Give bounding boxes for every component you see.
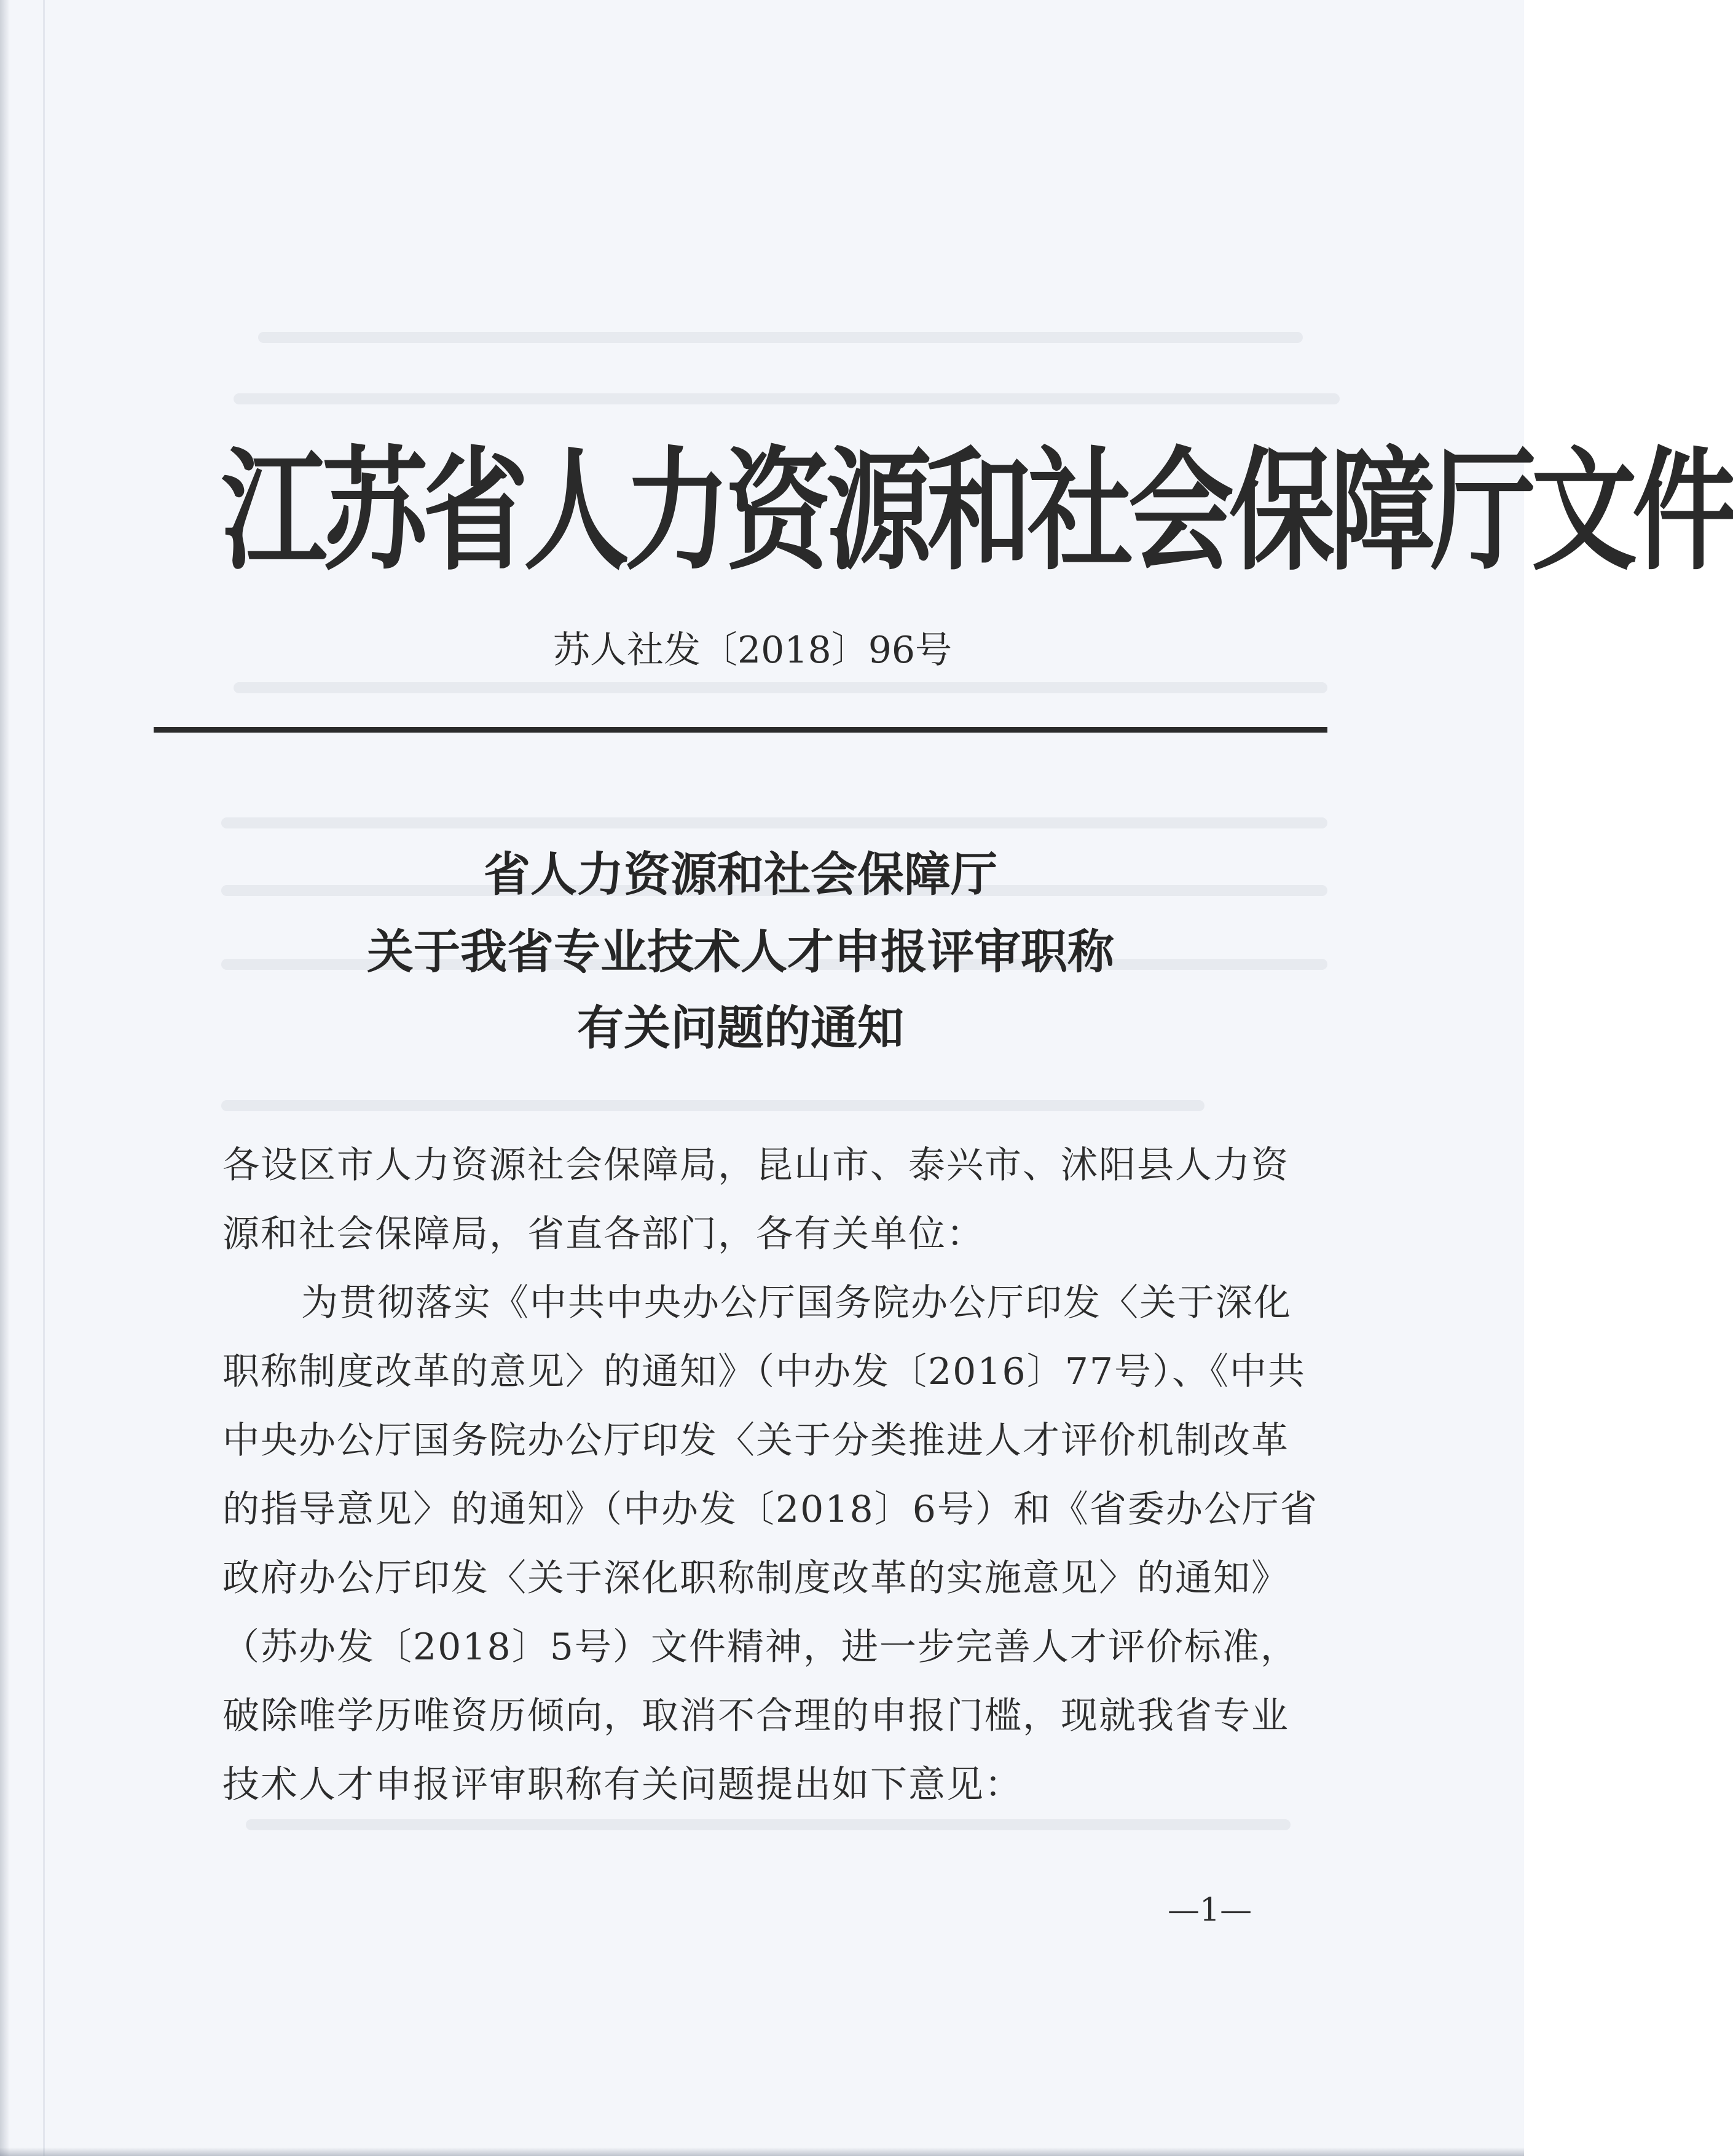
addressee-line: 源和社会保障局，省直各部门，各有关单位： [222, 1213, 984, 1256]
document-title-line-2: 关于我省专业技术人才申报评审职称 [367, 924, 1114, 979]
bleed-through-mark [221, 1100, 1204, 1111]
scan-edge-bottom [0, 2147, 1524, 2156]
bleed-through-mark [246, 1819, 1291, 1830]
body-line: 中央办公厅国务院办公厅印发〈关于分类推进人才评价机制改革 [222, 1419, 1289, 1462]
body-line: 技术人才申报评审职称有关问题提出如下意见： [222, 1763, 1023, 1806]
document-title-line-1: 省人力资源和社会保障厅 [484, 847, 997, 902]
bleed-through-mark [258, 332, 1303, 343]
body-line: 破除唯学历唯资历倾向，取消不合理的申报门槛，现就我省专业 [222, 1694, 1289, 1737]
masthead-title: 江苏省人力资源和社会保障厅文件 [221, 432, 1733, 589]
fold-line [43, 0, 45, 2156]
document-title-line-3: 有关问题的通知 [577, 1001, 904, 1055]
body-line: 的指导意见〉的通知》（中办发〔2018〕6号）和《省委办公厅省 [222, 1488, 1318, 1531]
document-number: 苏人社发〔2018〕96号 [553, 629, 953, 672]
body-line: 政府办公厅印发〈关于深化职称制度改革的实施意见〉的通知》 [222, 1557, 1289, 1600]
scan-edge-left [0, 0, 10, 2156]
body-line: 职称制度改革的意见〉的通知》（中办发〔2016〕77号）、《中共 [222, 1350, 1307, 1393]
addressee-line: 各设区市人力资源社会保障局，昆山市、泰兴市、沭阳县人力资 [222, 1144, 1289, 1187]
page-number: —1— [1168, 1892, 1252, 1929]
body-line: （苏办发〔2018〕5号）文件精神，进一步完善人才评价标准， [222, 1626, 1299, 1669]
body-line: 为贯彻落实《中共中央办公厅国务院办公厅印发〈关于深化 [301, 1281, 1292, 1324]
bleed-through-mark [234, 393, 1340, 404]
masthead-divider [154, 727, 1327, 733]
bleed-through-mark [234, 682, 1327, 693]
bleed-through-mark [221, 817, 1327, 828]
